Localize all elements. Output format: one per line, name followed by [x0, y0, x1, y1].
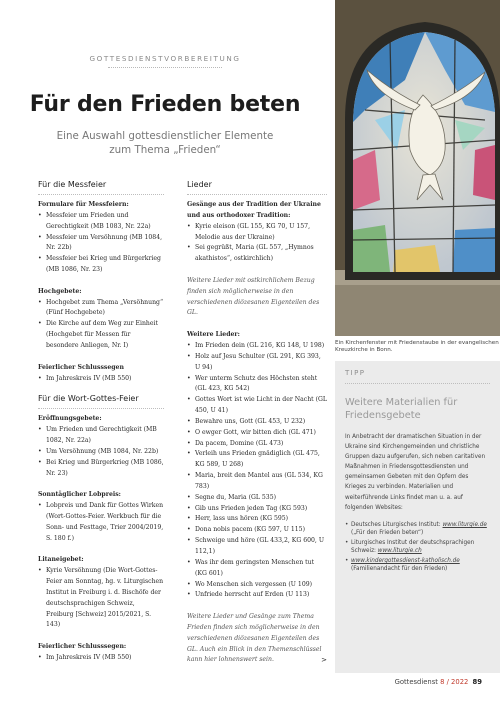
list-item: • Um Frieden und Gerechtigkeit (MB 1082, Nr. 22a)	[38, 425, 164, 447]
left-column	[38, 180, 164, 664]
list-item: • Wer unterm Schutz des Höchsten steht (GL 423, KG 542)	[187, 374, 327, 396]
list-item: • Gib uns Frieden jeden Tag (KG 593)	[187, 504, 327, 515]
list-item: • O ewger Gott, wir bitten dich (GL 471)	[187, 428, 327, 439]
list-item	[345, 521, 490, 538]
ostkirche-note: Weitere Lieder mit ostkirchlichem Bezug finden sich möglicherweise in den verschiedenen diözesanen Eigenteilen des GL.	[187, 276, 320, 317]
list-item: • Im Jahreskreis IV (MB 550)	[38, 374, 164, 385]
list-item: • Herr, lass uns hören (KG 595)	[187, 514, 327, 525]
hochgebete-list	[38, 298, 164, 352]
list-item: • Segne du, Maria (GL 535)	[187, 493, 327, 504]
weitere-heading: Weitere Lieder:	[187, 331, 240, 339]
photo-caption: Ein Kirchenfenster mit Friedenstaube in der evangelischen Kreuzkirche in Bonn.	[335, 340, 499, 354]
formulare-list	[38, 211, 164, 276]
website-link[interactable]: www.kindergottesdienst-katholisch.de	[351, 557, 460, 564]
list-item: • Wo Menschen sich vergessen (U 109)	[187, 580, 327, 591]
lobpreis-heading: Sonntäglicher Lobpreis:	[38, 491, 121, 499]
tip-text: In Anbetracht der dramatischen Situation in der Ukraine sind Kirchengemeinden und christliche Gruppen dazu aufgerufen, sich neben caritativen Maßnahmen in Friedensgottesdiensten und gemeinsamen Gebeten mit den Opfern des Krieges zu verbinden. Materialien und weiterführende Links findet man u. a. auf folgenden Websites:	[345, 434, 486, 511]
list-item: • Im Frieden dein (GL 216, KG 148, U 198)	[187, 341, 327, 352]
formulare-heading: Formulare für Messfeiern:	[38, 201, 129, 208]
list-item: • Dona nobis pacem (KG 597, U 115)	[187, 525, 327, 536]
list-item: • Kyrie Versöhnung (Die Wort-Gottes-Feier am Sonntag, hg. v. Liturgischen Institut in Freiburg i. d. Bischöfe der deutschsprachigen Schweiz, Freiburg [Schweiz] 2015/2021, S. 143)	[38, 566, 164, 631]
list-item: • Kyrie eleison (GL 155, KG 70, U 157, Melodie aus der Ukraine)	[187, 222, 327, 244]
list-item: • Holz auf Jesu Schulter (GL 291, KG 393, U 94)	[187, 352, 327, 374]
themen-note: Weitere Lieder und Gesänge zum Thema Frieden finden sich möglicherweise in den verschiedenen diözesanen Eigenteilen des GL. Auch ein Blick in den Themenschlüssel kann hier lohnenswert sein.	[187, 613, 322, 664]
list-item: • Verleih uns Frieden gnädiglich (GL 475, KG 589, U 268)	[187, 449, 327, 471]
list-item: • Lobpreis und Dank für Gottes Wirken (Wort-Gottes-Feier. Werkbuch für die Sonn- und Festtage, Trier 2004/2019, S. 180 f.)	[38, 501, 164, 544]
list-item: • Maria, breit den Mantel aus (GL 534, KG 783)	[187, 471, 327, 493]
page-number: 89	[472, 678, 482, 686]
list-item: • Messfeier um Frieden und Gerechtigkeit (MB 1083, Nr. 22a)	[38, 211, 164, 233]
kicker-rule	[108, 67, 222, 68]
page-title: Für den Frieden beten	[29, 92, 301, 117]
lobpreis-list	[38, 501, 164, 544]
website-note: („Für den Frieden beten“)	[351, 530, 424, 537]
eroeffnung-list	[38, 425, 164, 479]
wg-segen-list	[38, 653, 164, 664]
tip-box	[335, 361, 500, 673]
page-subtitle	[20, 130, 310, 157]
eroeffnung-heading: Eröffnungsgebete:	[38, 415, 102, 423]
subtitle-line: zum Thema „Frieden“	[109, 143, 221, 156]
list-item: • Hochgebet zum Thema „Versöhnung“ (Fünf Hochgebete)	[38, 298, 164, 320]
kicker: GOTTESDIENSTVORBEREITUNG	[89, 54, 241, 63]
list-item: • Was ihr dem geringsten Menschen tut (KG 601)	[187, 558, 327, 580]
list-item: • Messfeier bei Krieg und Bürgerkrieg (MB 1086, Nr. 23)	[38, 254, 164, 276]
list-item: • Messfeier um Versöhnung (MB 1084, Nr. 22b)	[38, 233, 164, 255]
list-item: • Schweige und höre (GL 433,2, KG 600, U 112,1)	[187, 536, 327, 558]
church-window-photo	[335, 0, 500, 336]
list-item: • Die Kirche auf dem Weg zur Einheit (Hochgebet für Messen für besondere Anliegen, Nr. I)	[38, 319, 164, 352]
wortgottes-heading: Für die Wort-Gottes-Feier	[38, 394, 164, 409]
stained-glass-illustration	[335, 0, 500, 336]
messfeier-heading: Für die Messfeier	[38, 180, 164, 195]
weitere-list	[187, 341, 327, 601]
magazine-name: Gottesdienst	[394, 678, 438, 686]
list-item: • Gottes Wort ist wie Licht in der Nacht (GL 450, U 41)	[187, 395, 327, 417]
website-note: (Familienandacht für den Frieden)	[351, 566, 448, 573]
litanei-list	[38, 566, 164, 631]
website-label: Deutsches Liturgisches Institut:	[351, 521, 441, 528]
subtitle-line: Eine Auswahl gottesdienstlicher Elemente	[56, 130, 274, 142]
segen-list	[38, 374, 164, 385]
list-item: • Im Jahreskreis IV (MB 550)	[38, 653, 164, 664]
page-footer	[395, 678, 482, 686]
website-link[interactable]: www.liturgie.ch	[377, 548, 422, 555]
list-item: • Sei gegrüßt, Maria (GL 557, „Hymnos akathistos“, ostkirchlich)	[187, 243, 327, 265]
ukraine-heading: Gesänge aus der Tradition der Ukraine und aus orthodoxer Tradition:	[187, 201, 321, 219]
litanei-heading: Litaneigebet:	[38, 556, 84, 564]
website-list	[345, 521, 490, 574]
lieder-heading: Lieder	[187, 180, 327, 195]
website-link[interactable]: www.liturgie.de	[442, 521, 487, 528]
wg-segen-heading: Feierlicher Schlusssegen:	[38, 643, 127, 651]
list-item	[345, 539, 490, 556]
list-item: • Bewahre uns, Gott (GL 453, U 232)	[187, 417, 327, 428]
list-item: • Bei Krieg und Bürgerkrieg (MB 1086, Nr. 23)	[38, 458, 164, 480]
segen-heading: Feierlicher Schlusssegen	[38, 363, 124, 371]
website-label: Liturgisches Institut der deutschsprachigen Schweiz:	[351, 539, 475, 555]
issue-number: 8 / 2022	[440, 678, 469, 686]
middle-column	[187, 180, 327, 666]
hochgebete-heading: Hochgebete:	[38, 287, 82, 295]
list-item: • Da pacem, Domine (GL 473)	[187, 439, 327, 450]
list-item: • Um Versöhnung (MB 1084, Nr. 22b)	[38, 447, 164, 458]
list-item	[345, 557, 490, 574]
list-item: • Unfriede herrscht auf Erden (U 113)	[187, 590, 327, 601]
ukraine-list	[187, 222, 327, 265]
tip-title: Weitere Materialien für Friedensgebete	[345, 397, 458, 421]
continue-arrow-icon: >	[321, 656, 327, 665]
tip-label: TIPP	[345, 369, 490, 384]
